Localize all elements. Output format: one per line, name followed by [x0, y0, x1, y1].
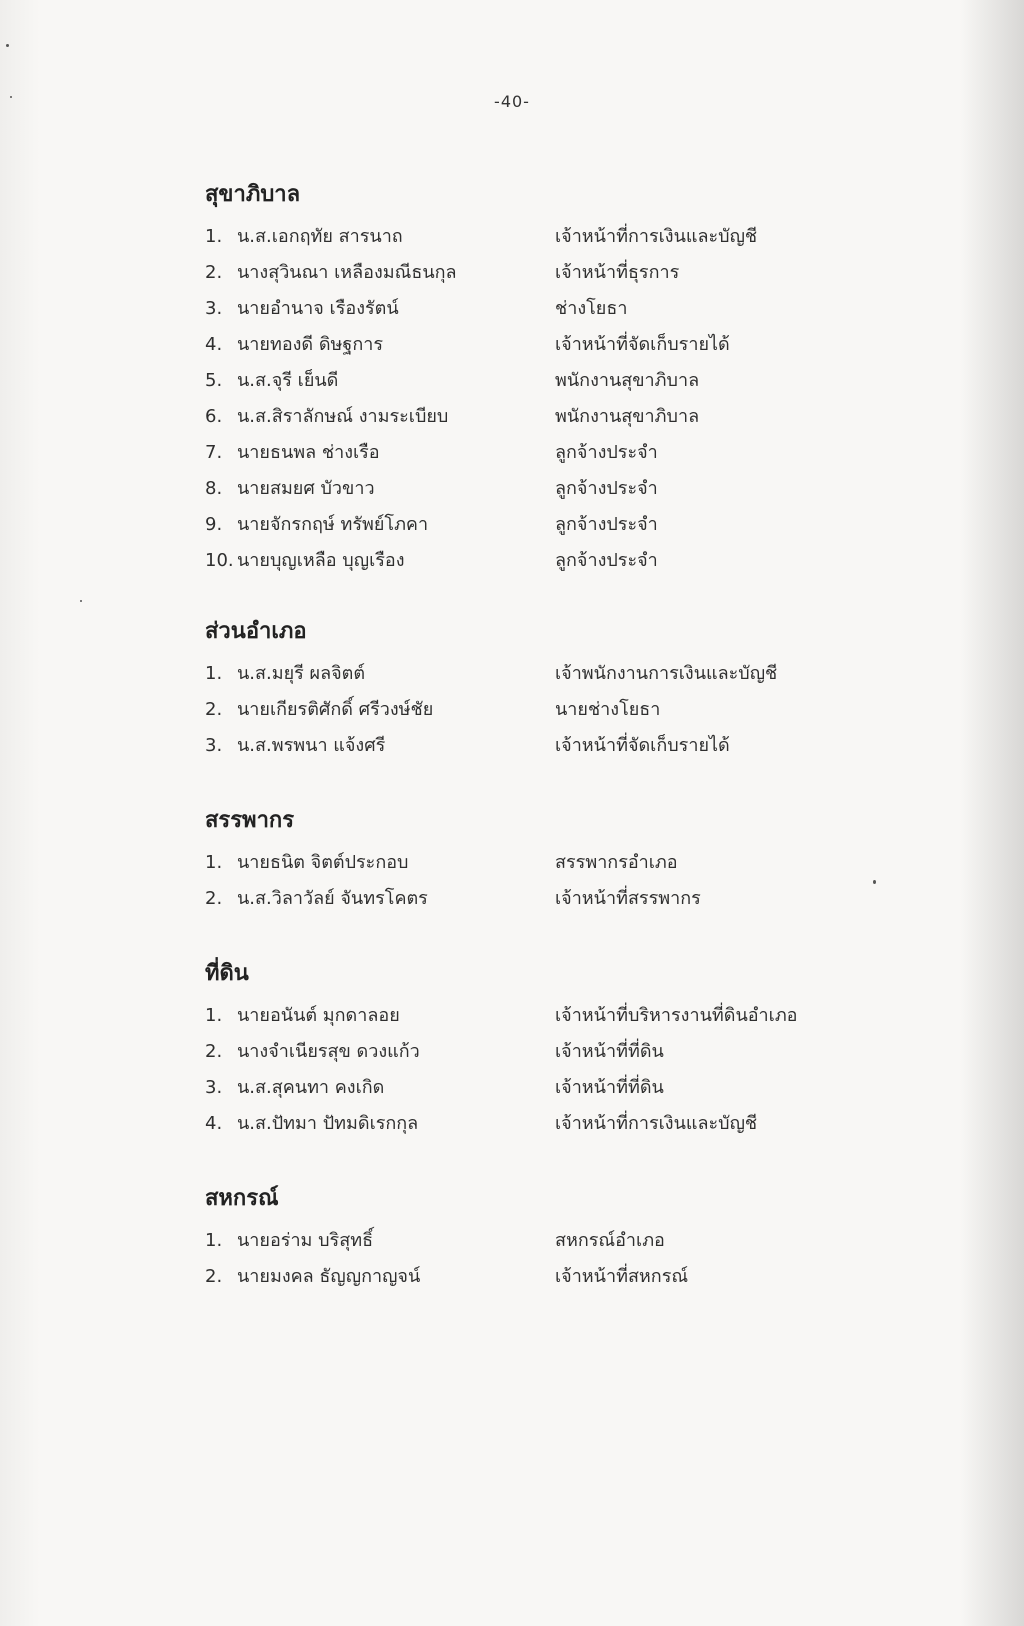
- person-name: น.ส.เอกฤทัย สารนาถ: [237, 226, 403, 247]
- person-name: นายสมยศ บัวขาว: [237, 478, 375, 499]
- person-name: นายอนันต์ มุกดาลอย: [237, 1005, 400, 1026]
- list-item: [205, 255, 845, 291]
- position: เจ้าหน้าที่ที่ดิน: [555, 1077, 664, 1098]
- position: เจ้าพนักงานการเงินและบัญชี: [555, 663, 778, 684]
- section-land: [205, 959, 845, 1142]
- list-item: [205, 1259, 845, 1295]
- position: ช่างโยธา: [555, 298, 628, 319]
- list-item: [205, 399, 845, 435]
- item-number: 6.: [205, 406, 223, 427]
- item-number: 1.: [205, 852, 223, 873]
- section-cooperative: [205, 1184, 845, 1295]
- list-item: [205, 692, 845, 728]
- scan-speck: [873, 880, 876, 884]
- item-number: 2.: [205, 888, 223, 909]
- person-name: นายอำนาจ เรืองรัตน์: [237, 298, 399, 319]
- position: ลูกจ้างประจำ: [555, 550, 658, 571]
- list-item: [205, 728, 845, 764]
- page-number: -40-: [494, 92, 530, 111]
- person-name: นายธนพล ช่างเรือ: [237, 442, 380, 463]
- person-name: นายเกียรติศักดิ์ ศรีวงษ์ชัย: [237, 699, 434, 720]
- list-item: [205, 327, 845, 363]
- item-number: 1.: [205, 226, 223, 247]
- item-number: 4.: [205, 1113, 223, 1134]
- position: เจ้าหน้าที่จัดเก็บรายได้: [555, 735, 730, 756]
- position: เจ้าหน้าที่สรรพากร: [555, 888, 701, 909]
- person-name: น.ส.สิราลักษณ์ งามระเบียบ: [237, 406, 449, 427]
- person-name: นายมงคล ธัญญกาญจน์: [237, 1266, 421, 1287]
- position: เจ้าหน้าที่บริหารงานที่ดินอำเภอ: [555, 1005, 798, 1026]
- list-item: [205, 543, 845, 579]
- item-number: 8.: [205, 478, 223, 499]
- position: เจ้าหน้าที่การเงินและบัญชี: [555, 226, 758, 247]
- person-name: นางจำเนียรสุข ดวงแก้ว: [237, 1041, 420, 1062]
- list-item: [205, 845, 845, 881]
- item-number: 2.: [205, 1266, 223, 1287]
- list-item: [205, 435, 845, 471]
- section-title: สุขาภิบาล: [205, 182, 301, 207]
- item-number: 10.: [205, 550, 234, 571]
- item-number: 4.: [205, 334, 223, 355]
- position: พนักงานสุขาภิบาล: [555, 370, 700, 391]
- section-title: สหกรณ์: [205, 1186, 279, 1211]
- person-name: น.ส.จุรี เย็นดี: [237, 370, 339, 391]
- list-item: [205, 291, 845, 327]
- item-number: 3.: [205, 298, 223, 319]
- list-item: [205, 1223, 845, 1259]
- section-title: ส่วนอำเภอ: [205, 619, 307, 644]
- section-sukhaphiban: [205, 180, 845, 579]
- position: ลูกจ้างประจำ: [555, 514, 658, 535]
- position: พนักงานสุขาภิบาล: [555, 406, 700, 427]
- position: ลูกจ้างประจำ: [555, 478, 658, 499]
- person-name: นายทองดี ดิษฐการ: [237, 334, 383, 355]
- person-name: น.ส.พรพนา แจ้งศรี: [237, 735, 386, 756]
- item-number: 5.: [205, 370, 223, 391]
- item-number: 3.: [205, 735, 223, 756]
- position: เจ้าหน้าที่สหกรณ์: [555, 1266, 689, 1287]
- position: ลูกจ้างประจำ: [555, 442, 658, 463]
- list-item: [205, 881, 845, 917]
- person-name: นายบุญเหลือ บุญเรือง: [237, 550, 405, 571]
- list-item: [205, 471, 845, 507]
- section-title: ที่ดิน: [205, 961, 249, 986]
- person-name: น.ส.วิลาวัลย์ จันทรโคตร: [237, 888, 428, 909]
- item-number: 1.: [205, 1230, 223, 1251]
- position: เจ้าหน้าที่การเงินและบัญชี: [555, 1113, 758, 1134]
- position: สหกรณ์อำเภอ: [555, 1230, 665, 1251]
- section-revenue: [205, 806, 845, 917]
- item-number: 2.: [205, 1041, 223, 1062]
- list-item: [205, 219, 845, 255]
- item-number: 7.: [205, 442, 223, 463]
- list-item: [205, 998, 845, 1034]
- position: นายช่างโยธา: [555, 699, 661, 720]
- item-number: 9.: [205, 514, 223, 535]
- list-item: [205, 1106, 845, 1142]
- person-name: น.ส.มยุรี ผลจิตต์: [237, 663, 366, 684]
- item-number: 2.: [205, 262, 223, 283]
- position: สรรพากรอำเภอ: [555, 852, 678, 873]
- person-name: นายจักรกฤษ์ ทรัพย์โภคา: [237, 514, 429, 535]
- position: เจ้าหน้าที่จัดเก็บรายได้: [555, 334, 730, 355]
- list-item: [205, 507, 845, 543]
- position: เจ้าหน้าที่ธุรการ: [555, 262, 680, 283]
- list-item: [205, 656, 845, 692]
- scan-speck: [6, 44, 9, 47]
- person-name: นายธนิต จิตต์ประกอบ: [237, 852, 409, 873]
- section-title: สรรพากร: [205, 808, 295, 833]
- person-name: น.ส.ปัทมา ปัทมดิเรกกุล: [237, 1113, 419, 1134]
- list-item: [205, 1034, 845, 1070]
- item-number: 3.: [205, 1077, 223, 1098]
- scan-speck: [80, 600, 82, 602]
- section-district: [205, 617, 845, 764]
- position: เจ้าหน้าที่ที่ดิน: [555, 1041, 664, 1062]
- person-name: นายอร่าม บริสุทธิ์: [237, 1230, 374, 1251]
- person-name: นางสุวินณา เหลืองมณีธนกุล: [237, 262, 457, 283]
- list-item: [205, 363, 845, 399]
- list-item: [205, 1070, 845, 1106]
- item-number: 1.: [205, 663, 223, 684]
- person-name: น.ส.สุคนทา คงเกิด: [237, 1077, 385, 1098]
- item-number: 1.: [205, 1005, 223, 1026]
- item-number: 2.: [205, 699, 223, 720]
